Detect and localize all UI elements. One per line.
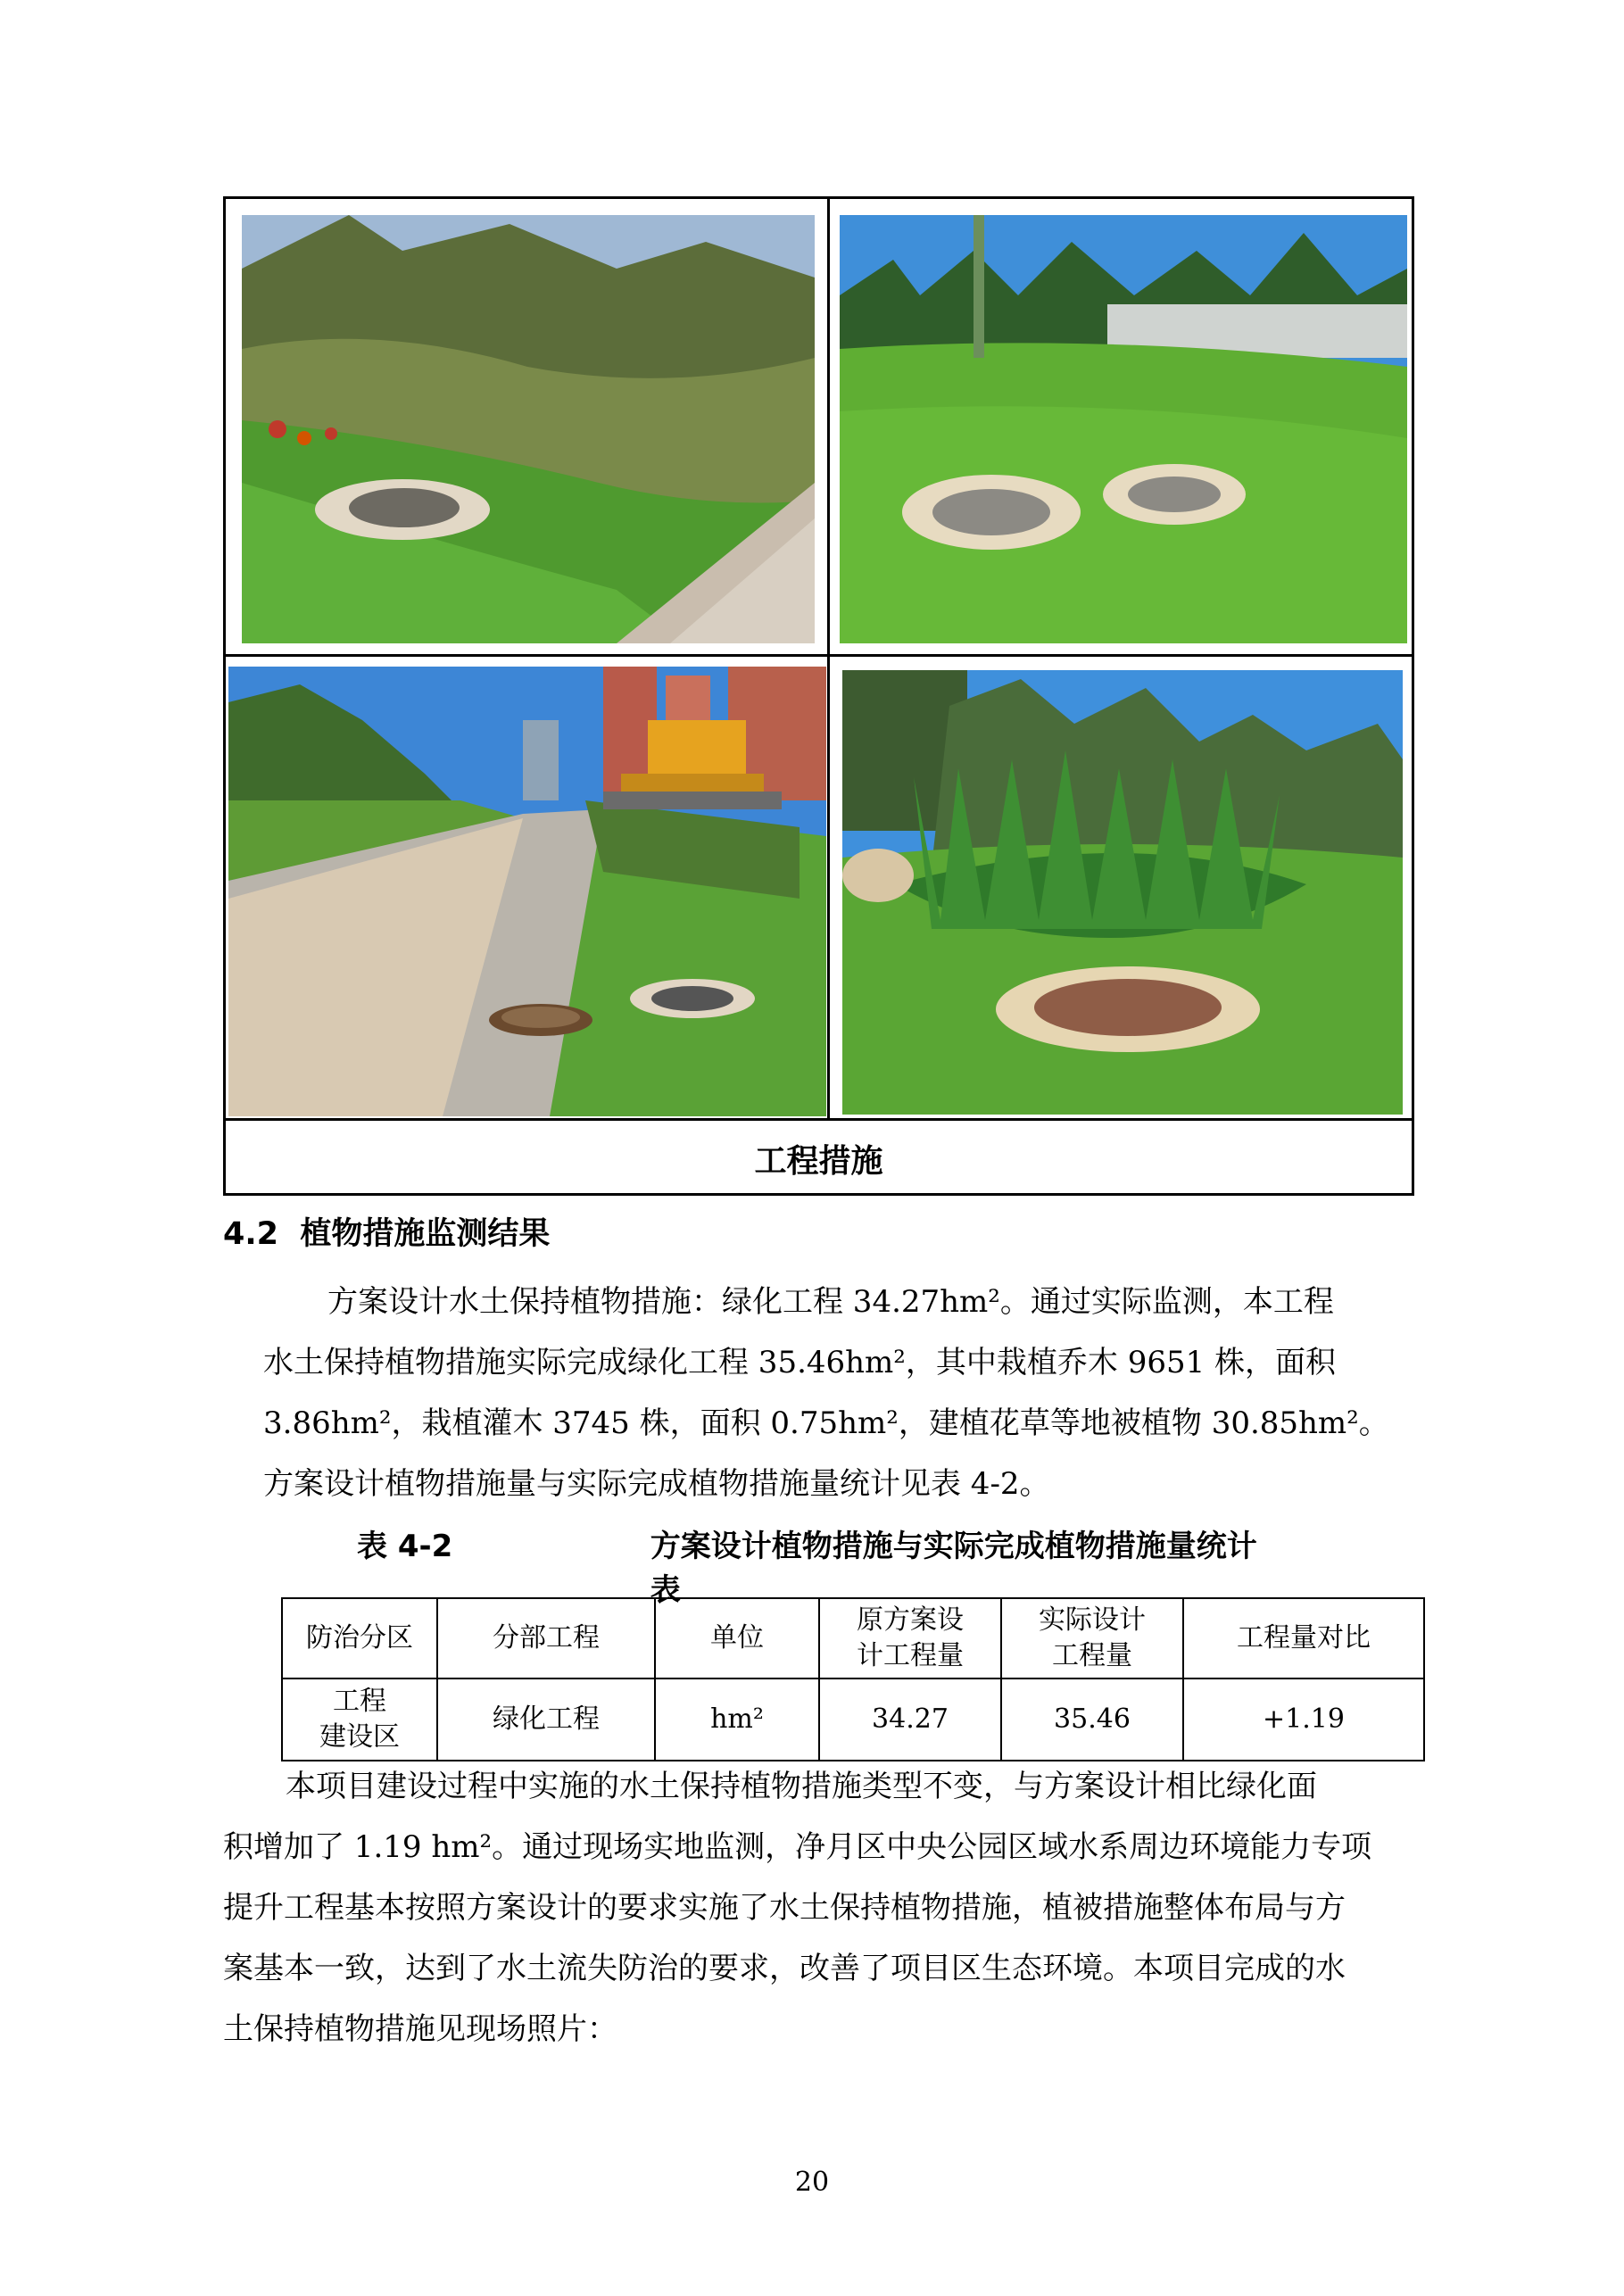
- table-cell-planned: 34.27: [819, 1678, 1001, 1761]
- header-line: 工程量: [1052, 1640, 1132, 1671]
- table-header-cell: 分部工程: [437, 1598, 655, 1678]
- photo-reeds-manhole: [842, 670, 1403, 1115]
- plant-measures-table: [281, 1597, 1425, 1761]
- paragraph-conclusion: [223, 1756, 1371, 2060]
- cell-line: 工程: [333, 1686, 386, 1717]
- paragraph-line: 水土保持植物措施实际完成绿化工程 35.46hm²，其中栽植乔木 9651 株，面积: [263, 1345, 1337, 1380]
- paragraph-line: 方案设计植物措施量与实际完成植物措施量统计见表 4-2。: [263, 1466, 1050, 1502]
- frame-divider: [827, 199, 830, 1118]
- section-title: 植物措施监测结果: [300, 1216, 551, 1252]
- section-number: 4.2: [223, 1216, 279, 1252]
- paragraph-plant-measures: [263, 1272, 1389, 1514]
- paragraph-line: 案基本一致，达到了水土流失防治的要求，改善了项目区生态环境。本项目完成的水: [223, 1951, 1346, 1986]
- paragraph-line: 3.86hm²，栽植灌木 3745 株，面积 0.75hm²，建植花草等地被植物 30.85hm²。: [263, 1405, 1389, 1441]
- table-header-cell: [1001, 1598, 1183, 1678]
- table-header-cell: 单位: [655, 1598, 819, 1678]
- photo-two-manholes: [840, 215, 1407, 643]
- photo-sidewalk-loader: [228, 667, 826, 1116]
- paragraph-line: 积增加了 1.19 hm²。通过现场实地监测，净月区中央公园区域水系周边环境能力专项: [223, 1829, 1372, 1865]
- table-header-cell: [819, 1598, 1001, 1678]
- table-row: [282, 1678, 1424, 1761]
- paragraph-line: 提升工程基本按照方案设计的要求实施了水土保持植物措施，植被措施整体布局与方: [223, 1890, 1346, 1926]
- table-cell-work: 绿化工程: [437, 1678, 655, 1761]
- paragraph-line: 本项目建设过程中实施的水土保持植物措施类型不变，与方案设计相比绿化面: [286, 1769, 1317, 1804]
- header-line: 原方案设: [857, 1604, 964, 1636]
- page-number: 20: [794, 2167, 830, 2198]
- table-header-row: [282, 1598, 1424, 1678]
- photo-slope-manhole: [242, 215, 815, 643]
- table-cell-diff: +1.19: [1183, 1678, 1424, 1761]
- table-title: 方案设计植物措施与实际完成植物措施量统计表: [650, 1529, 1257, 1608]
- section-heading: [223, 1209, 550, 1254]
- table-cell-actual: 35.46: [1001, 1678, 1183, 1761]
- table-number: 表 4-2: [357, 1529, 453, 1564]
- header-line: 计工程量: [857, 1640, 964, 1671]
- header-line: 实际设计: [1039, 1604, 1146, 1636]
- photo-caption: 工程措施: [754, 1142, 883, 1180]
- paragraph-line: 方案设计水土保持植物措施：绿化工程 34.27hm²。通过实际监测，本工程: [327, 1284, 1334, 1320]
- table-header-cell: 工程量对比: [1183, 1598, 1424, 1678]
- table-header-cell: 防治分区: [282, 1598, 437, 1678]
- table-caption: [357, 1521, 1285, 1609]
- table-cell-unit: hm²: [655, 1678, 819, 1761]
- engineering-measures-photo-frame: [223, 196, 1414, 1196]
- paragraph-line: 土保持植物措施见现场照片：: [223, 2011, 617, 2047]
- table-cell-zone: [282, 1678, 437, 1761]
- frame-divider: [226, 654, 1412, 657]
- cell-line: 建设区: [319, 1721, 400, 1753]
